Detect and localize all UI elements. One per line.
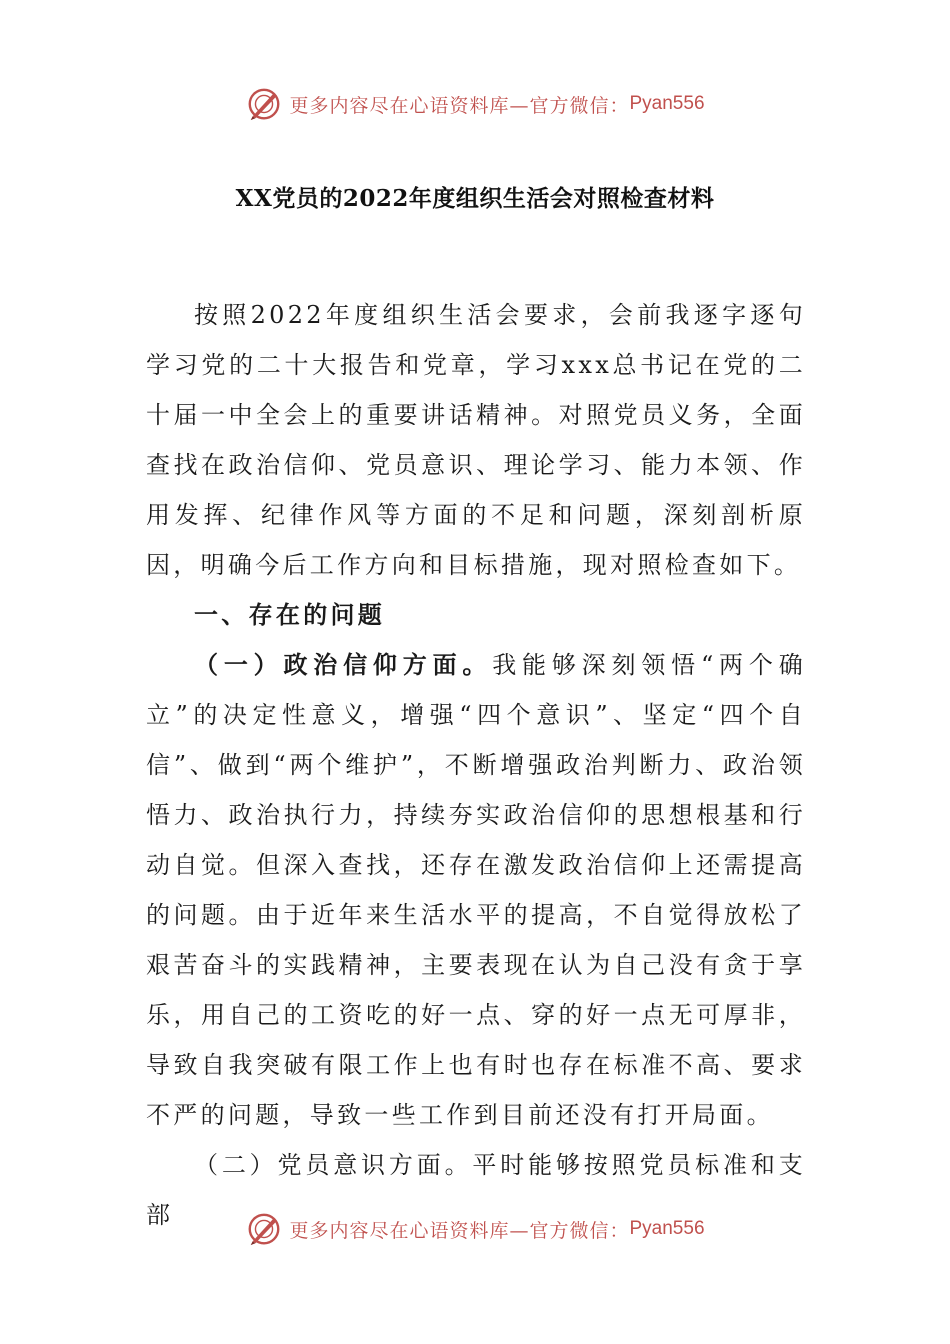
paragraph-lead: （一）政治信仰方面。: [194, 650, 493, 679]
paragraph-party-awareness: （二）党员意识方面。平时能够按照党员标准和支部: [146, 1151, 806, 1229]
watermark-handle: Pyan556: [629, 1218, 705, 1239]
pen-circle-logo-icon: [245, 85, 283, 123]
document-body: [146, 290, 806, 1240]
watermark-text: 更多内容尽在心语资料库—官方微信：: [289, 94, 630, 117]
footer-watermark: [0, 1207, 950, 1251]
header-watermark: [0, 82, 950, 126]
section-heading: 一、存在的问题: [194, 600, 386, 629]
document-title: XX党员的2022年度组织生活会对照检查材料: [235, 185, 715, 212]
pen-circle-logo-icon: [245, 1210, 283, 1248]
intro-paragraph: 按照2022年度组织生活会要求，会前我逐字逐句学习党的二十大报告和党章，学习xxx总书记在党的二十届一中全会上的重要讲话精神。对照党员义务，全面查找在政治信仰、党员意识、理论学习、能力本领、作用发挥、纪律作风等方面的不足和问题，深刻剖析原因，明确今后工作方向和目标措施，现对照检查如下。: [146, 301, 806, 579]
paragraph-political-belief: [146, 640, 806, 1140]
watermark-text: 更多内容尽在心语资料库—官方微信：: [289, 1219, 630, 1242]
paragraph-text: 我能够深刻领悟“两个确立”的决定性意义，增强“四个意识”、坚定“四个自信”、做到“两个维护”，不断增强政治判断力、政治领悟力、政治执行力，持续夯实政治信仰的思想根基和行动自觉。但深入查找，还存在激发政治信仰上还需提高的问题。由于近年来生活水平的提高，不自觉得放松了艰苦奋斗的实践精神，主要表现在认为自己没有贪于享乐，用自己的工资吃的好一点、穿的好一点无可厚非，导致自我突破有限工作上也有时也存在标准不高、要求不严的问题，导致一些工作到目前还没有打开局面。: [146, 651, 806, 1129]
watermark-handle: Pyan556: [629, 93, 705, 114]
